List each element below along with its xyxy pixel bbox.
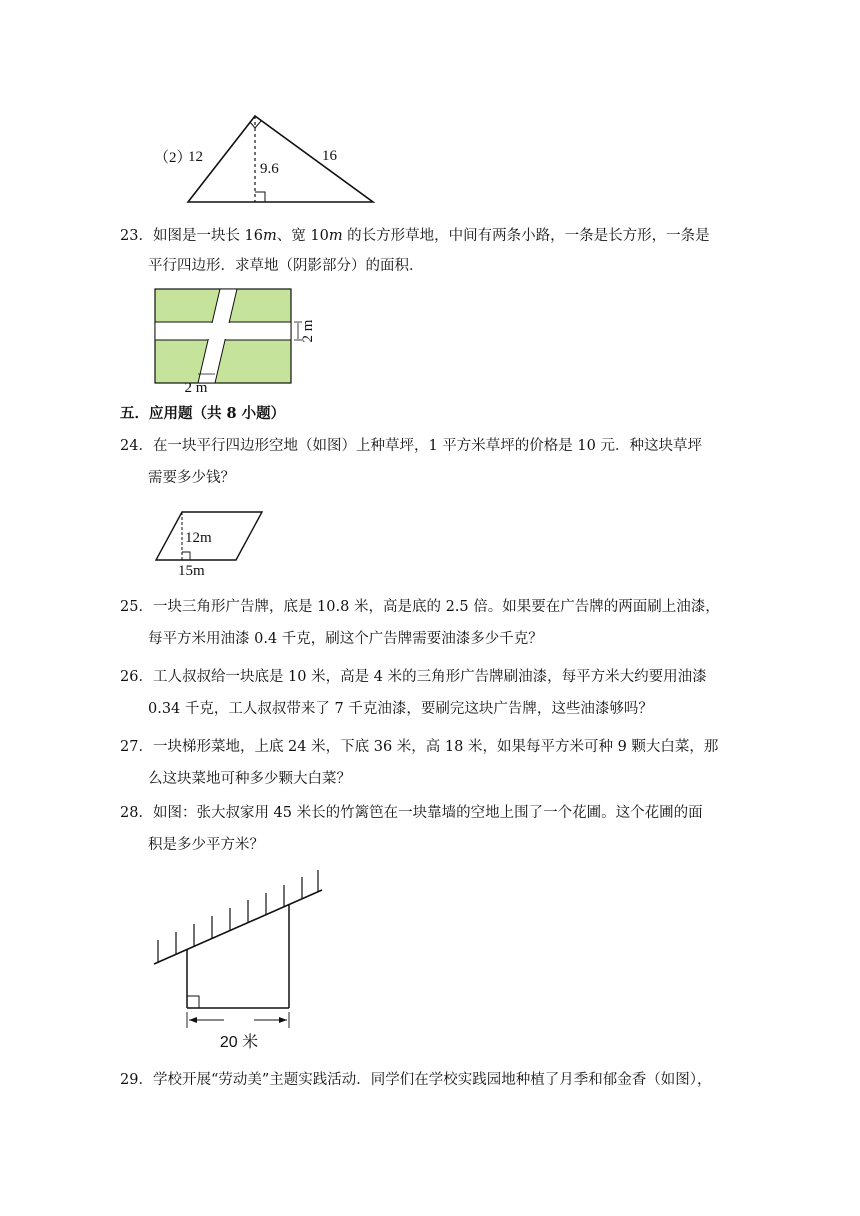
- q25-number: 25．: [120, 599, 153, 615]
- q28-number: 28．: [120, 805, 153, 821]
- q28-dimension-label: 20 米: [219, 1034, 259, 1051]
- q24-base-label: 15m: [178, 563, 205, 578]
- q26-line1: 26．工人叔叔给一块底是 10 米，高是 4 米的三角形广告牌刷油漆，每平方米大约要用油漆: [120, 669, 707, 685]
- q28-line2: 积是多少平方米？: [148, 837, 264, 853]
- q23-line1: 23．如图是一块长 16m、宽 10m 的长方形草地，中间有两条小路，一条是长方形，一条是: [120, 228, 710, 244]
- q23-line2: 平行四边形．求草地（阴影部分）的面积．: [148, 258, 424, 274]
- q24-line1: 24．在一块平行四边形空地（如图）上种草坪，1 平方米草坪的价格是 10 元．种这块草坪: [120, 438, 702, 454]
- q25-line2: 每平方米用油漆 0.4 千克，刷这个广告牌需要油漆多少千克？: [148, 631, 543, 647]
- q23-number: 23．: [120, 228, 153, 244]
- q22-height: 9.6: [260, 161, 279, 177]
- q28-figure: [150, 868, 325, 1054]
- q22-side-left: 12: [188, 149, 203, 165]
- q29-number: 29．: [120, 1072, 153, 1088]
- q24-height-label: 12m: [185, 530, 212, 546]
- q28-line1: 28．如图：张大叔家用 45 米长的竹篱笆在一块靠墙的空地上围了一个花圃。这个花圃的面: [120, 805, 703, 821]
- q22-figure: [150, 110, 385, 208]
- q27-number: 27．: [120, 739, 153, 755]
- q25-line1: 25．一块三角形广告牌，底是 10.8 米，高是底的 2.5 倍。如果要在广告牌的两面刷上油漆，: [120, 599, 720, 615]
- section-title: 五．应用题（共 8 小题）: [120, 405, 286, 422]
- q24-line2: 需要多少钱？: [148, 470, 235, 486]
- q22-part-label: （2）: [154, 150, 192, 166]
- q26-line2: 0.34 千克，工人叔叔带来了 7 千克油漆，要刷完这块广告牌，这些油漆够吗？: [148, 701, 653, 717]
- q22-side-right: 16: [322, 148, 337, 164]
- q29-line1: 29．学校开展“劳动美”主题实践活动．同学们在学校实践园地种植了月季和郁金香（如图），: [120, 1072, 712, 1088]
- q26-number: 26．: [120, 669, 153, 685]
- q23-bottom-label: 2 m: [184, 380, 208, 396]
- q27-line1: 27．一块梯形菜地，上底 24 米，下底 36 米，高 18 米，如果每平方米可种 9 颗大白菜，那: [120, 739, 719, 755]
- q23-figure: [150, 286, 320, 396]
- q24-number: 24．: [120, 438, 153, 454]
- q27-line2: 么这块菜地可种多少颗大白菜？: [148, 771, 351, 787]
- q23-vertical-label: 2 m: [300, 319, 316, 343]
- q24-figure: [150, 506, 270, 578]
